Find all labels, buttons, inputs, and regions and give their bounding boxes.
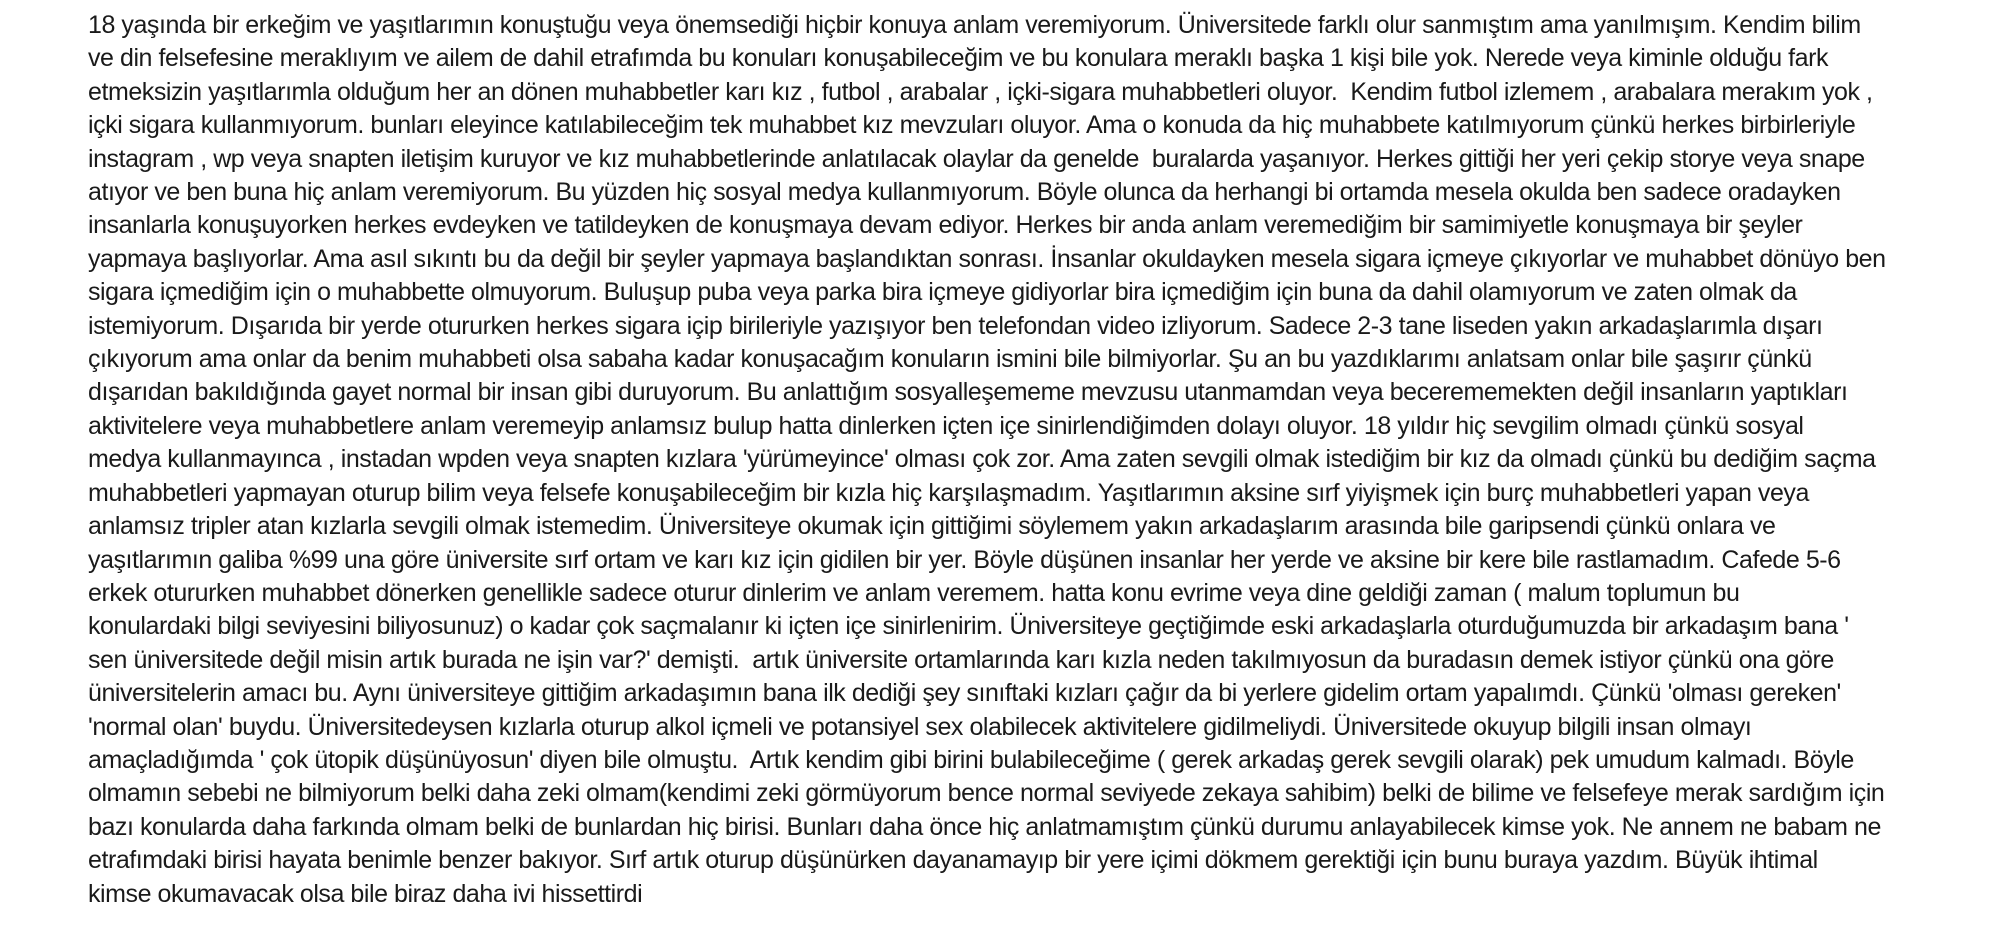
text-line: içki sigara kullanmıyorum. bunları eleyince katılabileceğim tek muhabbet kız mevzuları oluyor. Ama o konuda da hiç muhabbete katılmıyorum çünkü herkes birbirleriyle [88,111,1856,140]
text-line: muhabbetleri yapmayan oturup bilim veya felsefe konuşabileceğim bir kızla hiç karşılaşmadım. Yaşıtlarımın aksine sırf yiyişmek için burç muhabbetleri yapan veya [88,478,1809,507]
text-line: sen üniversitede değil misin artık burada ne işin var?' demişti. artık üniversite ortamlarında karı kızla neden takılmıyosun da buradasın demek istiyor çünkü ona göre [88,645,1834,674]
text-line: 'normal olan' buydu. Üniversitedeysen kızlarla oturup alkol içmeli ve potansiyel sex olabilecek aktivitelere gidilmeliydi. Üniversitede okuyup bilgili insan olmayı [88,712,1752,741]
text-line: olmamın sebebi ne bilmiyorum belki daha zeki olmam(kendimi zeki görmüyorum bence normal seviyede zekaya sahibim) belki de bilime ve felsefeye merak sardığım için [88,779,1885,808]
text-line: istemiyorum. Dışarıda bir yerde otururken herkes sigara içip birileriyle yazışıyor ben telefondan video izliyorum. Sadece 2-3 tane liseden yakın arkadaşlarımla dışarı [88,311,1823,340]
post-body-text [88,9,1986,911]
text-line: etmeksizin yaşıtlarımla olduğum her an dönen muhabbetler karı kız , futbol , arabalar , içki-sigara muhabbetleri oluyor. Kendim futbol izlemem , arabalara merakım yok , [88,77,1873,106]
text-line: aktivitelere veya muhabbetlere anlam veremeyip anlamsız bulup hatta dinlerken içten içe sinirlendiğimden dolayı oluyor. 18 yıldır hiç sevgilim olmadı çünkü sosyal [88,411,1804,440]
text-line: medya kullanmayınca , instadan wpden veya snapten kızlara 'yürümeyince' olması çok zor. Ama zaten sevgili olmak istediğim bir kız da olmadı çünkü bu dediğim saçma [88,445,1876,474]
text-line: kimse okumavacak olsa bile biraz daha ivi hissettirdi [88,879,643,908]
text-line: 18 yaşında bir erkeğim ve yaşıtlarımın konuştuğu veya önemsediği hiçbir konuya anlam veremiyorum. Üniversitede farklı olur sanmıştım ama yanılmışım. Kendim bilim [88,11,1861,39]
text-line: üniversitelerin amacı bu. Aynı üniversiteye gittiğim arkadaşımın bana ilk dediği şey sınıftaki kızları çağır da bi yerlere gidelim ortam yapalımdı. Çünkü 'olması gereken' [88,679,1841,708]
text-line: yapmaya başlıyorlar. Ama asıl sıkıntı bu da değil bir şeyler yapmaya başlandıktan sonrası. İnsanlar okuldayken mesela sigara içmeye çıkıyorlar ve muhabbet dönüyo ben [88,244,1886,273]
text-line: dışarıdan bakıldığında gayet normal bir insan gibi duruyorum. Bu anlattığım sosyalleşememe mevzusu utanmamdan veya becerememekten değil insanların yaptıkları [88,378,1848,407]
text-line: ve din felsefesine meraklıyım ve ailem de dahil etrafımda bu konuları konuşabileceğim ve bu konulara meraklı başka 1 kişi bile yok. Nerede veya kiminle olduğu fark [88,44,1829,73]
text-line: anlamsız tripler atan kızlarla sevgili olmak istemedim. Üniversiteye okumak için gittiğimi söylemem yakın arkadaşlarım arasında bile garipsendi çünkü onlara ve [88,512,1776,541]
text-line: yaşıtlarımın galiba %99 una göre üniversite sırf ortam ve karı kız için gidilen bir yer. Böyle düşünen insanlar her yerde ve aksine bir kere bile rastlamadım. Cafede 5-6 [88,545,1841,574]
text-line: amaçladığımda ' çok ütopik düşünüyosun' diyen bile olmuştu. Artık kendim gibi birini bulabileceğime ( gerek arkadaş gerek sevgili olarak) pek umudum kalmadı. Böyle [88,745,1854,774]
text-line: çıkıyorum ama onlar da benim muhabbeti olsa sabaha kadar konuşacağım konuların ismini bile bilmiyorlar. Şu an bu yazdıklarımı anlatsam onlar bile şaşırır çünkü [88,345,1812,374]
text-line: insanlarla konuşuyorken herkes evdeyken ve tatildeyken de konuşmaya devam ediyor. Herkes bir anda anlam veremediğim bir samimiyetle konuşmaya bir şeyler [88,211,1803,240]
text-line: instagram , wp veya snapten iletişim kuruyor ve kız muhabbetlerinde anlatılacak olaylar da genelde buralarda yaşanıyor. Herkes gittiği her yeri çekip storye veya snape [88,144,1865,173]
text-line: sigara içmediğim için o muhabbette olmuyorum. Buluşup puba veya parka bira içmeye gidiyorlar bira içmediğim için buna da dahil olamıyorum ve zaten olmak da [88,278,1797,307]
text-line: erkek otururken muhabbet dönerken genellikle sadece oturur dinlerim ve anlam veremem. hatta konu evrime veya dine geldiği zaman ( malum toplumun bu [88,578,1740,607]
text-line: konulardaki bilgi seviyesini biliyosunuz) o kadar çok saçmalanır ki içten içe sinirlenirim. Üniversiteye geçtiğimde eski arkadaşlarla oturduğumuzda bir arkadaşım bana ' [88,612,1849,641]
text-line: etrafımdaki birisi hayata benimle benzer bakıyor. Sırf artık oturup düşünürken dayanamayıp bir yere içimi dökmem gerektiği için bunu buraya yazdım. Büyük ihtimal [88,846,1818,875]
text-line: bazı konularda daha farkında olmam belki de bunlardan hiç birisi. Bunları daha önce hiç anlatmamıştım çünkü durumu anlayabilecek kimse yok. Ne annem ne babam ne [88,812,1881,841]
text-line: atıyor ve ben buna hiç anlam veremiyorum. Bu yüzden hiç sosyal medya kullanmıyorum. Böyle olunca da herhangi bi ortamda mesela okulda ben sadece oradayken [88,178,1841,207]
